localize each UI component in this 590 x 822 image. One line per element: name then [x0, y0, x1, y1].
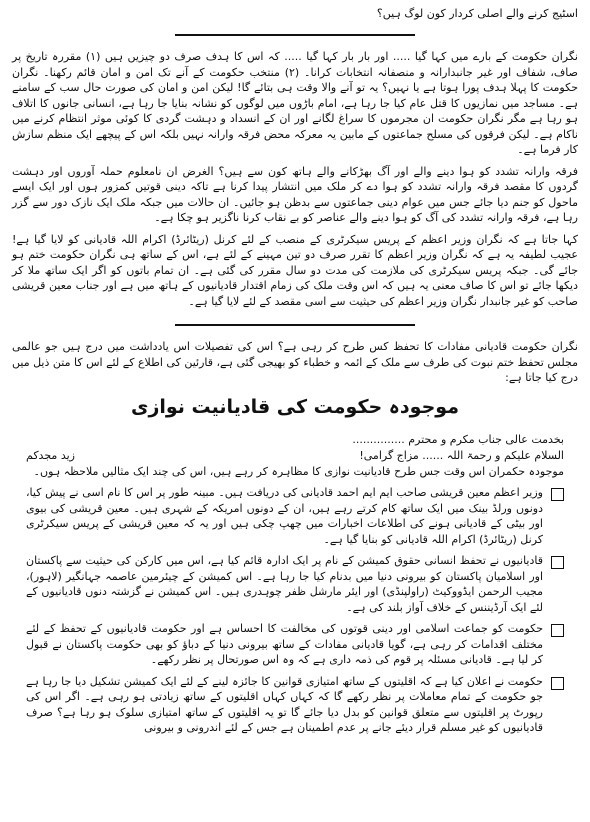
- checkbox-icon: [551, 488, 564, 501]
- top-line: اسٹیج کرنے والے اصلی کردار کون لوگ ہیں؟: [376, 7, 578, 20]
- memo-salutation: بخدمت عالی جناب مکرم و محترم ...............: [352, 432, 564, 446]
- memo-body: [12, 432, 578, 736]
- checkbox-icon: [551, 624, 564, 637]
- section2-intro: نگران حکومت قادیانی مفادات کا تحفظ کس طرح کر رہی ہے؟ اس کی تفصیلات اس یادداشت میں درج ہیں جو عالمی مجلس تحفظ ختم نبوت کی طرف سے ملک کے ائمہ و خطباء کو بھیجی گئی ہے، قارئین کی اطلاع کے لئے اس کا متن ذیل میں درج کیا جاتا ہے:: [12, 340, 578, 384]
- memo-bullet-text: قادیانیوں نے تحفظ انسانی حقوق کمیشن کے نام پر ایک ادارہ قائم کیا ہے، اس میں کارکن کی حیثیت سے پاکستان اور اسلامیان پاکستان کو بیرونی دنیا میں بدنام کیا جا رہا ہے۔ اس کمیشن کے چیئرمین عاصمہ جہانگیر (لاہور)، مجیب الرحمن ایڈووکیٹ (راولپنڈی) اور ایئر مارشل ظفر چوہدری ہیں۔ اس کمیشن نے گزشتہ دنوں قادیانیوں کے لئے ایک آرڈیننس کے خلاف آواز بلند کی ہے۔: [26, 554, 543, 614]
- paragraph-1: نگران حکومت کے بارے میں کہا گیا ..... اور بار بار کہا گیا ..... کہ اس کا ہدف صرف دو چیزیں ہیں (۱) مقررہ تاریخ پر صاف، شفاف اور غیر جانبدارانہ و منصفانہ انتخابات کرانا۔ (۲) منتخب حکومت کے آنے تک امن و امان قائم رکھنا۔ نگران حکومت کا پہلا ہدف پورا ہوتا ہے یا نہیں؟ یہ تو آنے والا وقت ہی بتائے گا! لیکن امن و امان کی صورت حال سب کے سامنے ہے۔ مساجد میں نمازیوں کا قتل عام کیا جا رہا ہے، امام باڑوں میں لوگوں کو نشانہ بنایا جا رہا ہے، انسانی جانوں کا اتلاف ہو رہا ہے مگر نگران حکومت ان مجرموں کا سراغ لگانے اور ان کے انسداد و دہشت گردی کا کوئی موثر انتظام کرنے میں ناکام ہے۔ لیکن فرقوں کی مسلح جماعتوں کے مابین یہ معرکہ محض فرقہ وارانہ نہیں بلکہ اس کے پیچھے ایک منظم سازش کار فرما ہے۔: [12, 50, 578, 156]
- memo-bullet-text: حکومت نے اعلان کیا ہے کہ اقلیتوں کے ساتھ امتیازی قوانین کا جائزہ لینے کے لئے ایک کمیشن تشکیل دیا جا رہا ہے جو حکومت کے تمام معاملات پر نظر رکھے گا کہ کہاں کہاں اقلیتوں کے ساتھ زیادتی ہو رہی ہے۔ اگر اس کی رپورٹ پر اقلیتوں سے متعلق قوانین کو بدل دیا جائے گا تو یہ اقلیتوں کے ساتھ امتیازی سلوک ہو رہا ہے؟ صرف قادیانیوں کو غیر مسلم قرار دیئے جانے پر عدم اطمینان ہے جس کے لئے اندرونی و بیرونی: [26, 674, 543, 734]
- memo-bullet: [26, 485, 564, 547]
- checkbox-icon: [551, 677, 564, 690]
- memo-greeting: السلام علیکم و رحمۃ اللہ ...... مزاج گرامی!: [359, 448, 564, 462]
- section-divider-middle: [12, 315, 578, 335]
- memo-intro-line: موجودہ حکمران اس وقت جس طرح قادیانیت نوازی کا مظاہرہ کر رہے ہیں، اس کی چند ایک مثالیں ملاحظہ ہوں۔: [33, 464, 564, 478]
- memo-bullet: [26, 674, 564, 736]
- memo-title: موجودہ حکومت کی قادیانیت نوازی: [131, 395, 459, 418]
- section-divider-top: [12, 25, 578, 45]
- paragraph-3: کہا جاتا ہے کہ نگران وزیر اعظم کے پریس سیکرٹری کے منصب کے لئے کرنل (ریٹائرڈ) اکرام اللہ قادیانی کو لایا گیا ہے! عجیب لطیفہ یہ ہے کہ نگران وزیر اعظم کا تقرر صرف دو تین مہینے کے لئے ہے، اس کے ساتھ ہی نگران حکومت ختم ہو جائے گی۔ جبکہ پریس سیکرٹری کی ملازمت کی مدت دو سال مقرر کی گئی ہے۔ ان تمام باتوں کو اگر ایک ساتھ ملا کر دیکھا جائے تو اس کا صاف معنی یہ ہیں کہ اس وقت ملک کی زمام اقتدار قادیانیوں کے ہاتھ میں ہے اور جناب معین قریشی صاحب کو غیر جانبدار نگران وزیر اعظم کی حیثیت سے اسی مقصد کے لئے لایا گیا ہے۔: [12, 232, 578, 308]
- memo-signature: زید مجدکم: [26, 448, 75, 462]
- memo-greeting-row: [26, 448, 564, 464]
- memo-bullet-text: حکومت کو جماعت اسلامی اور دینی قوتوں کی مخالفت کا احساس ہے اور حکومت قادیانیوں کے تحفظ کے لئے مختلف اقدامات کر رہی ہے، گویا قادیانی مفادات کے ساتھ بیرونی دنیا کے دباؤ کو بھی حکومت پاکستان نے قبول کر لیا ہے۔ قادیانی مسئلہ پر قوم کی ذمہ داری ہے کہ وہ اس صورتحال پر نظر رکھے۔: [26, 622, 543, 666]
- memo-bullet-text: وزیر اعظم معین قریشی صاحب ایم ایم احمد قادیانی کی دریافت ہیں۔ مبینہ طور پر اس کا نام اسی نے پیش کیا، دونوں ورلڈ بینک میں ایک ساتھ کام کرتے رہے ہیں، ان کے دونوں امریکہ کے شہری ہیں۔ معین قریشی کی بیوی اور بیٹی کے قادیانی ہونے کی اطلاعات اخبارات میں چھپ چکی ہیں اور یہ کہ معین قریشی کے پریس سیکرٹری کرنل (ریٹائرڈ) اکرام اللہ قادیانی کو بنایا گیا ہے۔: [26, 486, 543, 546]
- memo-bullet: [26, 621, 564, 668]
- memo-bullet: [26, 553, 564, 615]
- paragraph-2: فرقہ وارانہ تشدد کو ہوا دینے والے اور آگ بھڑکانے والے ہاتھ کون سے ہیں؟ الغرض ان نامعلوم حملہ آوروں اور دہشت گردوں کا مقصد فرقہ وارانہ تشدد کو ہوا دے کر ملک میں انتشار پیدا کرنا ہے تاکہ دینی قوتیں کمزور ہوں اور ایک ایسے ماحول کو جنم دیا جائے جس میں عوام دینی جماعتوں سے بدظن ہو جائیں۔ ان حالات میں جبکہ ملک ایک نازک دور سے گزر رہا ہے، فرقہ وارانہ تشدد کی آگ کو ہوا دینے والے عناصر کو بے نقاب کرنا ناگزیر ہو چکا ہے۔: [12, 164, 578, 224]
- checkbox-icon: [551, 556, 564, 569]
